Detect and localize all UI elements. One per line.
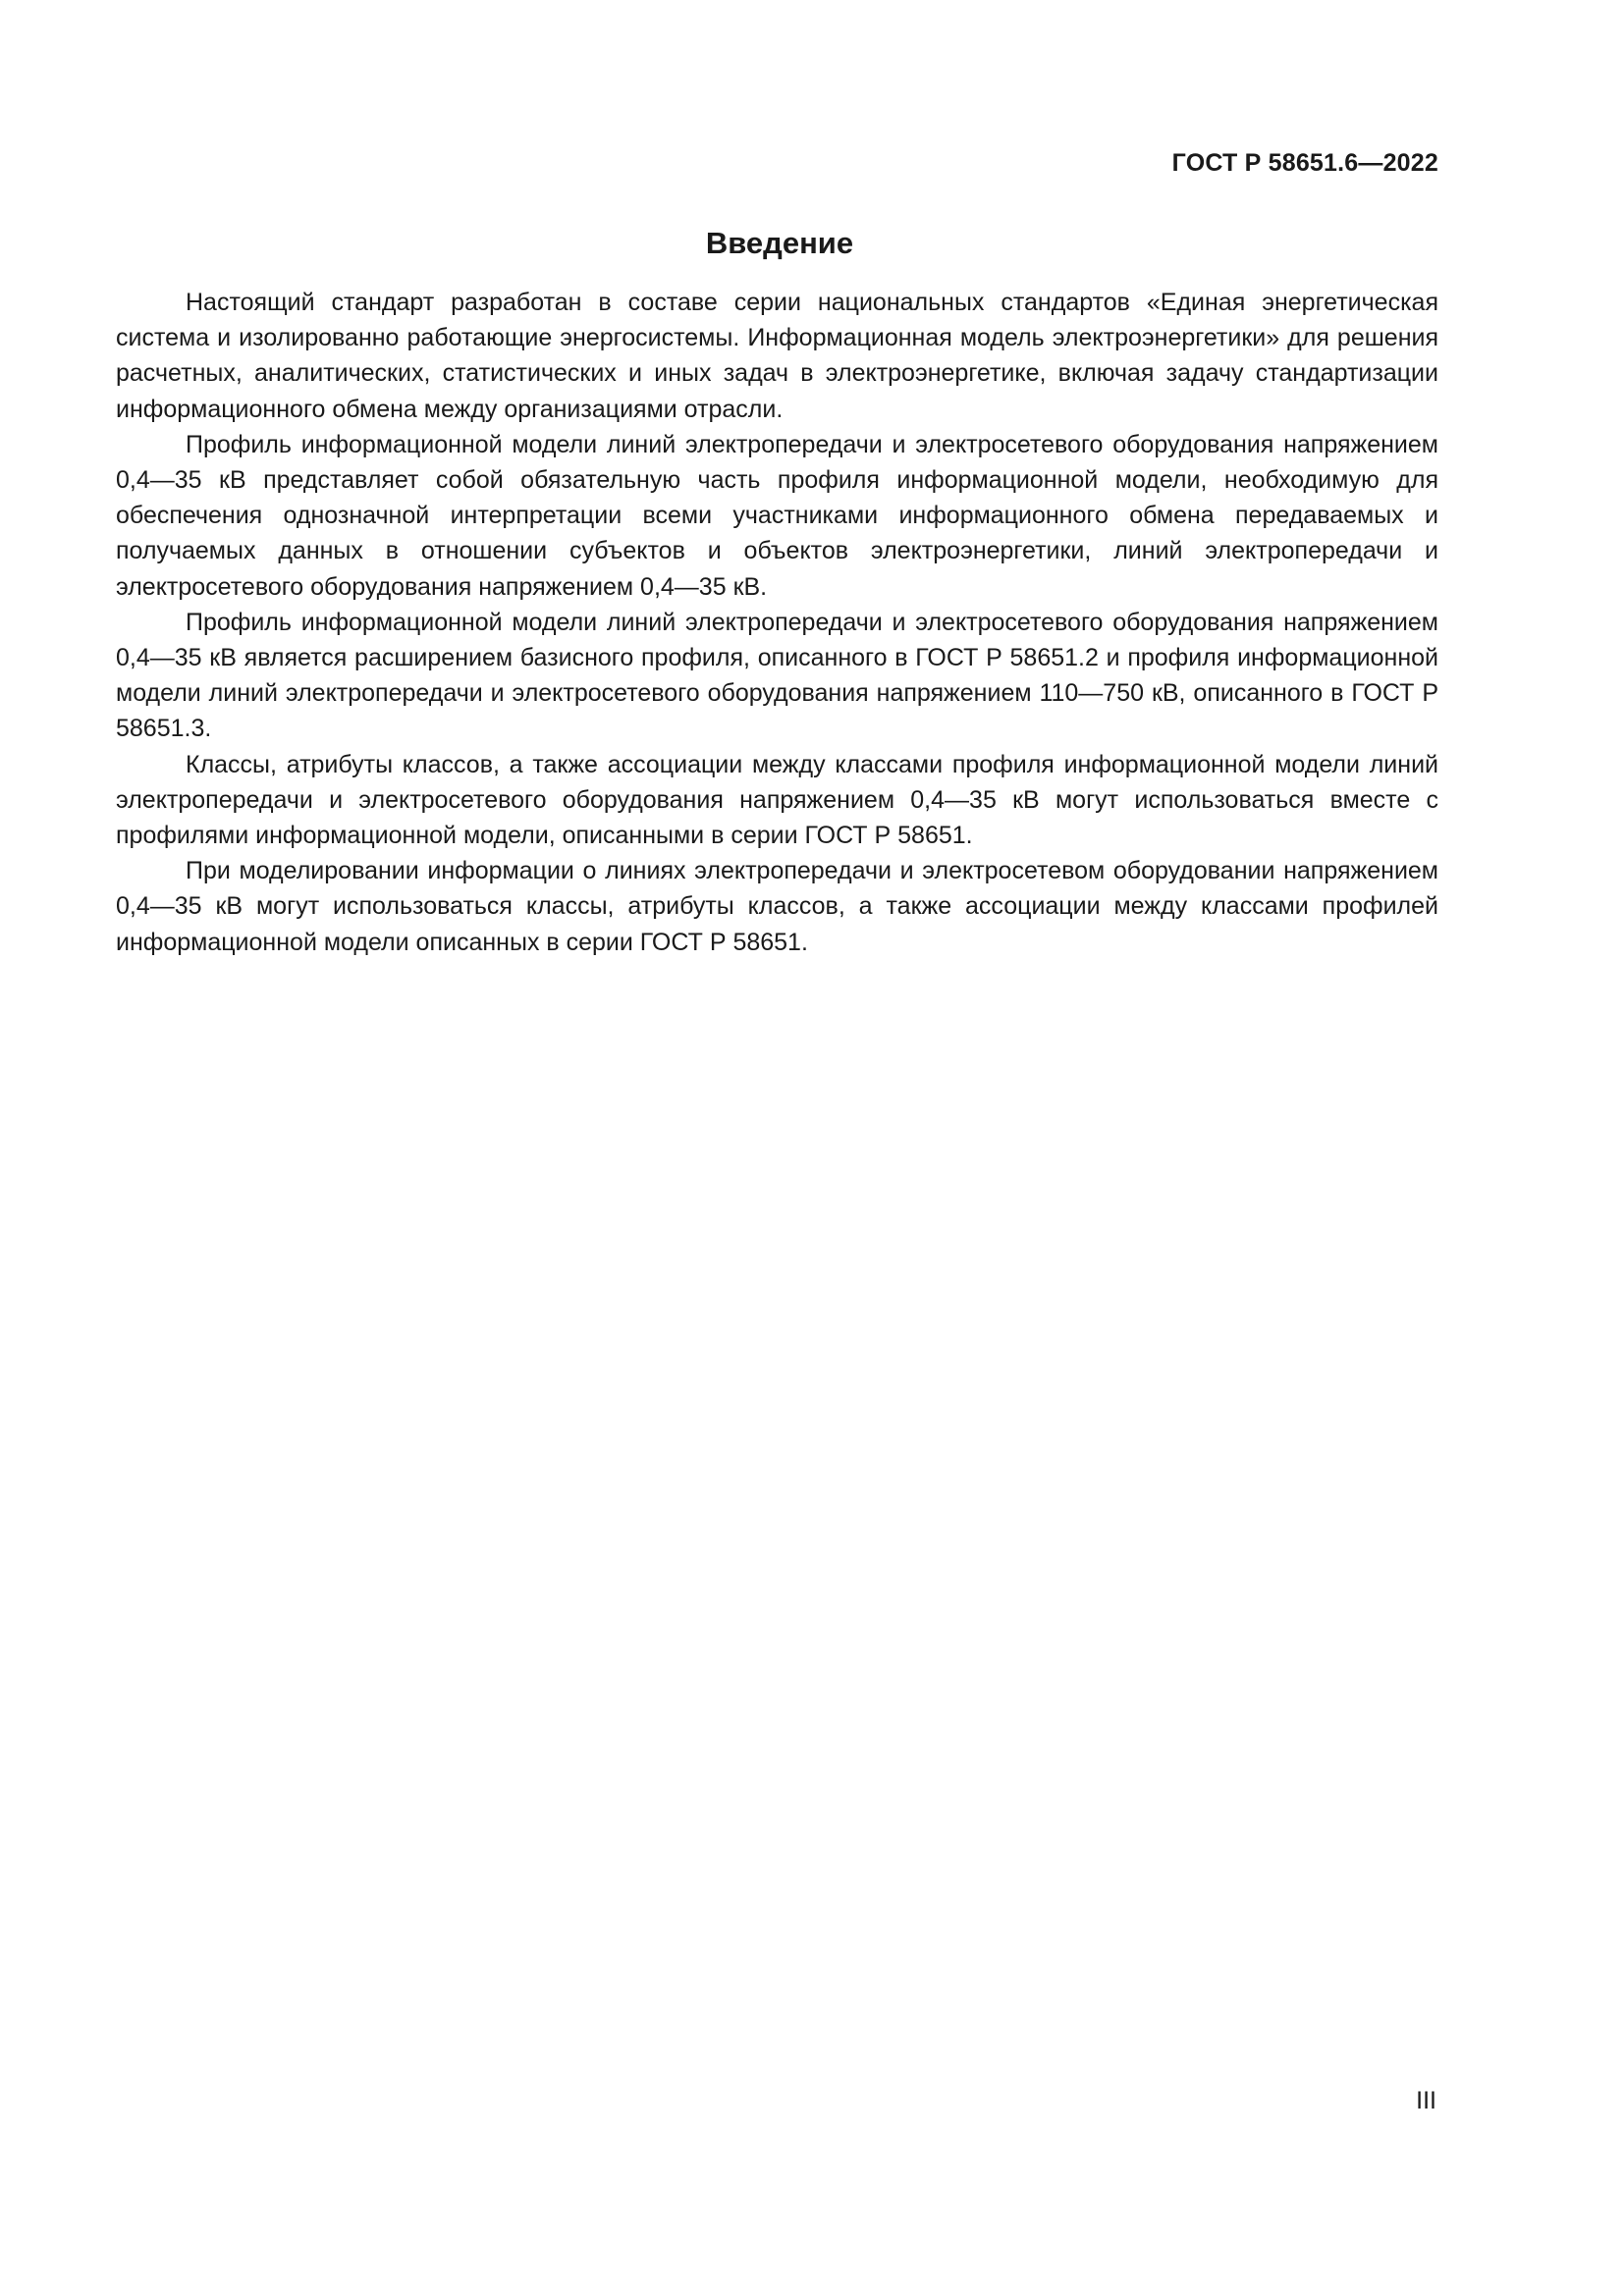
paragraph: Профиль информационной модели линий электропередачи и электросетевого оборудования напряжением 0,4—35 кВ является расширением базисного профиля, описанного в ГОСТ Р 58651.2 и профиля информационной модели линий электропередачи и электросетевого оборудования напряжением 110—750 кВ, описанного в ГОСТ Р 58651.3. (116, 608, 1438, 743)
paragraph: Настоящий стандарт разработан в составе серии национальных стандартов «Единая энергетическая система и изолированно работающие энергосистемы. Информационная модель электроэнергетики» для решения расчетных, аналитических, статистических и иных задач в электроэнергетике, включая задачу стандартизации информационного обмена между организациями отрасли. (116, 289, 1438, 423)
paragraph: Классы, атрибуты классов, а также ассоциации между классами профиля информационной модели линий электропередачи и электросетевого оборудования напряжением 0,4—35 кВ могут использоваться вместе с профилями информационной модели, описанными в серии ГОСТ Р 58651. (116, 750, 1438, 850)
paragraph: Профиль информационной модели линий электропередачи и электросетевого оборудования напряжением 0,4—35 кВ представляет собой обязательную часть профиля информационной модели, необходимую для обеспечения однозначной интерпретации всеми участниками информационного обмена передаваемых и получаемых данных в отношении субъектов и объектов электроэнергетики, линий электропередачи и электросетевого оборудования напряжением 0,4—35 кВ. (116, 430, 1438, 601)
document-id: ГОСТ Р 58651.6—2022 (1171, 149, 1438, 177)
page-number: III (1416, 2087, 1436, 2114)
body-text (116, 285, 1438, 960)
section-title: Введение (705, 226, 854, 260)
paragraph: При моделировании информации о линиях электропередачи и электросетевом оборудовании напряжением 0,4—35 кВ могут использоваться классы, атрибуты классов, а также ассоциации между классами профилей информационной модели описанных в серии ГОСТ Р 58651. (116, 857, 1438, 956)
